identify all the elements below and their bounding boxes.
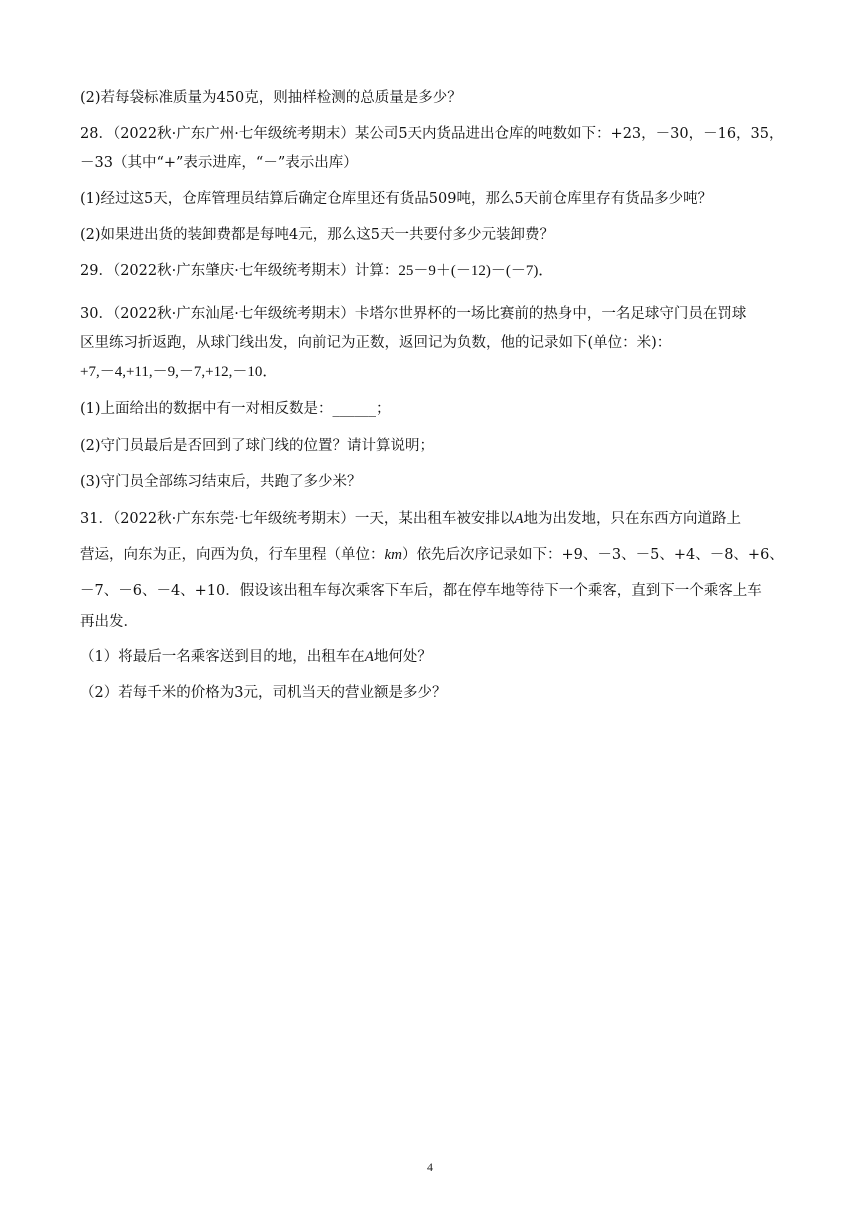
page-number: 4 bbox=[427, 1160, 433, 1174]
q27-part2: (2)若每袋标准质量为450克，则抽样检测的总质量是多少？ bbox=[80, 90, 462, 106]
q30-stem-line1: 30．（2022秋·广东汕尾·七年级统考期末）卡塔尔世界杯的一场比赛前的热身中，一名足球守门员在罚球 bbox=[80, 306, 747, 322]
q30-part1: (1)上面给出的数据中有一对相反数是：______； bbox=[80, 401, 391, 417]
q31-stem-line2-a: 营运，向东为正，向西为负，行车里程（单位： bbox=[80, 547, 385, 563]
q28-stem-line2: －33（其中“+”表示进库，“－”表示出库） bbox=[80, 155, 358, 171]
q31-stem-line2-b: ）依先后次序记录如下：+9、－3、－5、+4、－8、+6、 bbox=[402, 547, 784, 563]
q31-stem-line1-b: 地为出发地，只在东西方向道路上 bbox=[523, 511, 741, 527]
q29-expression: 25－9＋(－12)－(－7)． bbox=[398, 263, 554, 279]
q31-part1-point-a: A bbox=[364, 649, 374, 665]
q28-stem-line1: 28．（2022秋·广东广州·七年级统考期末）某公司5天内货品进出仓库的吨数如下：+23，－30，－16，35， bbox=[80, 126, 784, 142]
q31-stem-line4: 再出发． bbox=[80, 614, 138, 630]
q31-stem-line2 bbox=[80, 545, 784, 565]
q31-part1-b: 地何处？ bbox=[373, 649, 432, 665]
q29-line bbox=[80, 261, 780, 281]
q28-part1: (1)经过这5天，仓库管理员结算后确定仓库里还有货品509吨，那么5天前仓库里存有货品多少吨？ bbox=[80, 191, 713, 207]
q30-part2: (2)守门员最后是否回到了球门线的位置？请计算说明； bbox=[80, 438, 435, 454]
q31-point-a: A bbox=[514, 511, 524, 527]
q31-stem-line1-a: 31．（2022秋·广东东莞·七年级统考期末）一天，某出租车被安排以 bbox=[80, 511, 515, 527]
q30-records: +7,－4,+11,－9,－7,+12,－10． bbox=[80, 364, 278, 380]
q28-part2: (2)如果进出货的装卸费都是每吨4元，那么这5天一共要付多少元装卸费？ bbox=[80, 227, 554, 243]
q31-stem-line1 bbox=[80, 509, 780, 529]
q31-stem-line3: －7、－6、－4、+10．假设该出租车每次乘客下车后，都在停车地等待下一个乘客，直到下一个乘客上车 bbox=[80, 583, 762, 599]
q31-unit-km: km bbox=[384, 547, 402, 563]
q31-part1-a: （1）将最后一名乘客送到目的地，出租车在 bbox=[80, 649, 365, 665]
q31-part2: （2）若每千米的价格为3元，司机当天的营业额是多少？ bbox=[80, 685, 447, 701]
q30-stem-line2: 区里练习折返跑，从球门线出发，向前记为正数，返回记为负数，他的记录如下(单位：米)： bbox=[80, 335, 672, 351]
q31-part1 bbox=[80, 647, 780, 667]
q30-part3: (3)守门员全部练习结束后，共跑了多少米？ bbox=[80, 474, 362, 490]
q29-stem: 29．（2022秋·广东肇庆·七年级统考期末）计算： bbox=[80, 263, 399, 279]
